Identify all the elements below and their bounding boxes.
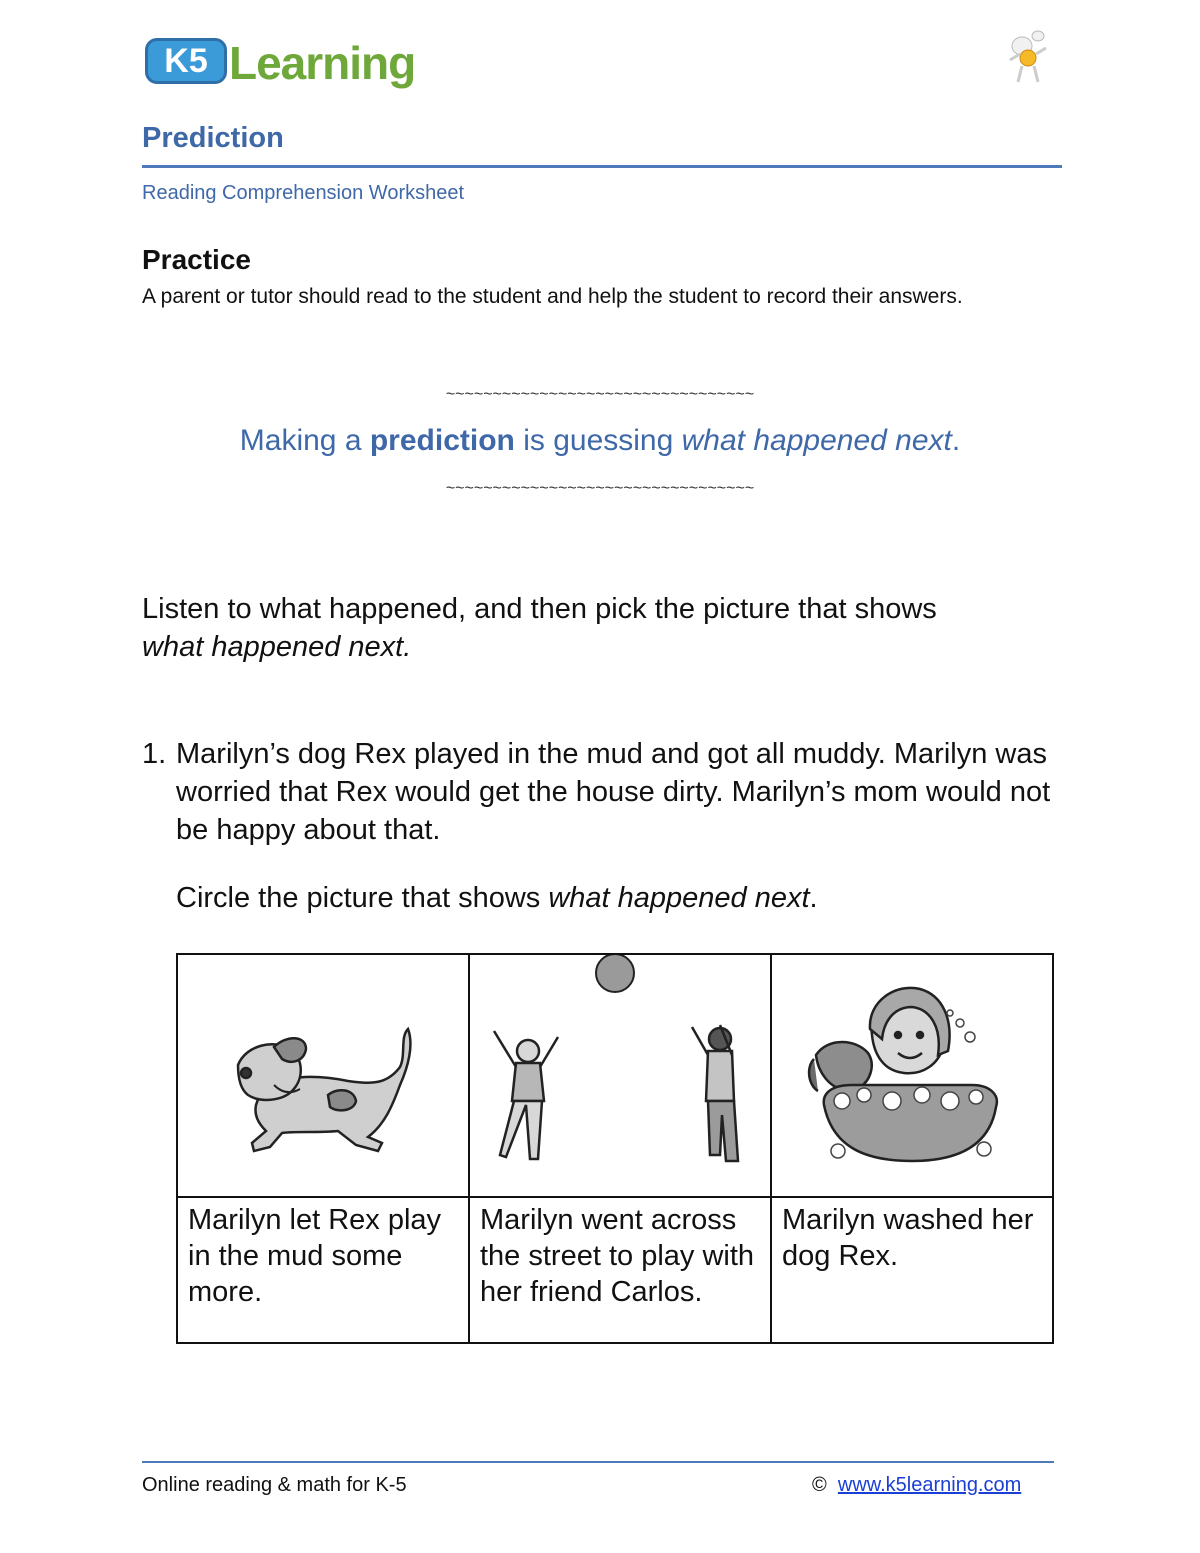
- running-dog-icon: [178, 955, 468, 1191]
- mascot-icon: [998, 24, 1058, 88]
- definition-part1: Making a: [239, 424, 370, 457]
- girl-washing-dog-icon: [772, 955, 1052, 1191]
- logo-wordmark: Learning: [229, 37, 416, 89]
- instructions-line2: what happened next.: [142, 631, 412, 663]
- question-number: 1.: [142, 738, 167, 770]
- tilde-divider-top: ~~~~~~~~~~~~~~~~~~~~~~~~~~~~~~~~~: [445, 386, 755, 403]
- practice-text: A parent or tutor should read to the student and help the student to record their answers.: [142, 285, 963, 308]
- definition-part2: is guessing: [514, 424, 682, 457]
- practice-heading: Practice: [142, 244, 251, 275]
- option-3-caption[interactable]: Marilyn washed her dog Rex.: [771, 1197, 1053, 1343]
- definition-keyword: prediction: [369, 424, 515, 457]
- circle-instruction: Circle the picture that shows what happened next.: [176, 882, 818, 914]
- logo-k5-badge: K5: [145, 38, 227, 84]
- k5-logo: [145, 30, 416, 92]
- question-text: Marilyn’s dog Rex played in the mud and got all muddy. Marilyn was worried that Rex would get the house dirty. Marilyn’s mom would not be happy about that.: [176, 738, 1051, 846]
- captions-row: [177, 1197, 1053, 1343]
- instructions: [142, 590, 1062, 666]
- footer-tagline: Online reading & math for K-5: [142, 1474, 407, 1496]
- pictures-row: [177, 954, 1053, 1197]
- tilde-divider-bottom: ~~~~~~~~~~~~~~~~~~~~~~~~~~~~~~~~~: [445, 480, 755, 497]
- copyright-symbol: ©: [812, 1474, 827, 1496]
- option-1-caption[interactable]: Marilyn let Rex play in the mud some more.: [177, 1197, 469, 1343]
- footer-copyright: [812, 1474, 1021, 1497]
- option-1-picture[interactable]: [177, 954, 469, 1197]
- option-2-picture[interactable]: [469, 954, 771, 1197]
- page-subtitle: Reading Comprehension Worksheet: [142, 182, 465, 204]
- footer-rule: [142, 1461, 1054, 1463]
- footer-website-link[interactable]: www.k5learning.com: [837, 1474, 1022, 1496]
- definition-italic: what happened next: [681, 424, 952, 457]
- option-3-picture[interactable]: [771, 954, 1053, 1197]
- option-2-caption[interactable]: Marilyn went across the street to play with her friend Carlos.: [469, 1197, 771, 1343]
- definition-end: .: [951, 424, 961, 457]
- instructions-line1: Listen to what happened, and then pick the picture that shows: [142, 593, 937, 625]
- kids-playing-ball-icon: [470, 955, 770, 1191]
- definition-text: [0, 424, 1200, 458]
- page-title: Prediction: [142, 122, 284, 154]
- title-rule: [142, 165, 1062, 168]
- answer-options-table: [176, 953, 1054, 1344]
